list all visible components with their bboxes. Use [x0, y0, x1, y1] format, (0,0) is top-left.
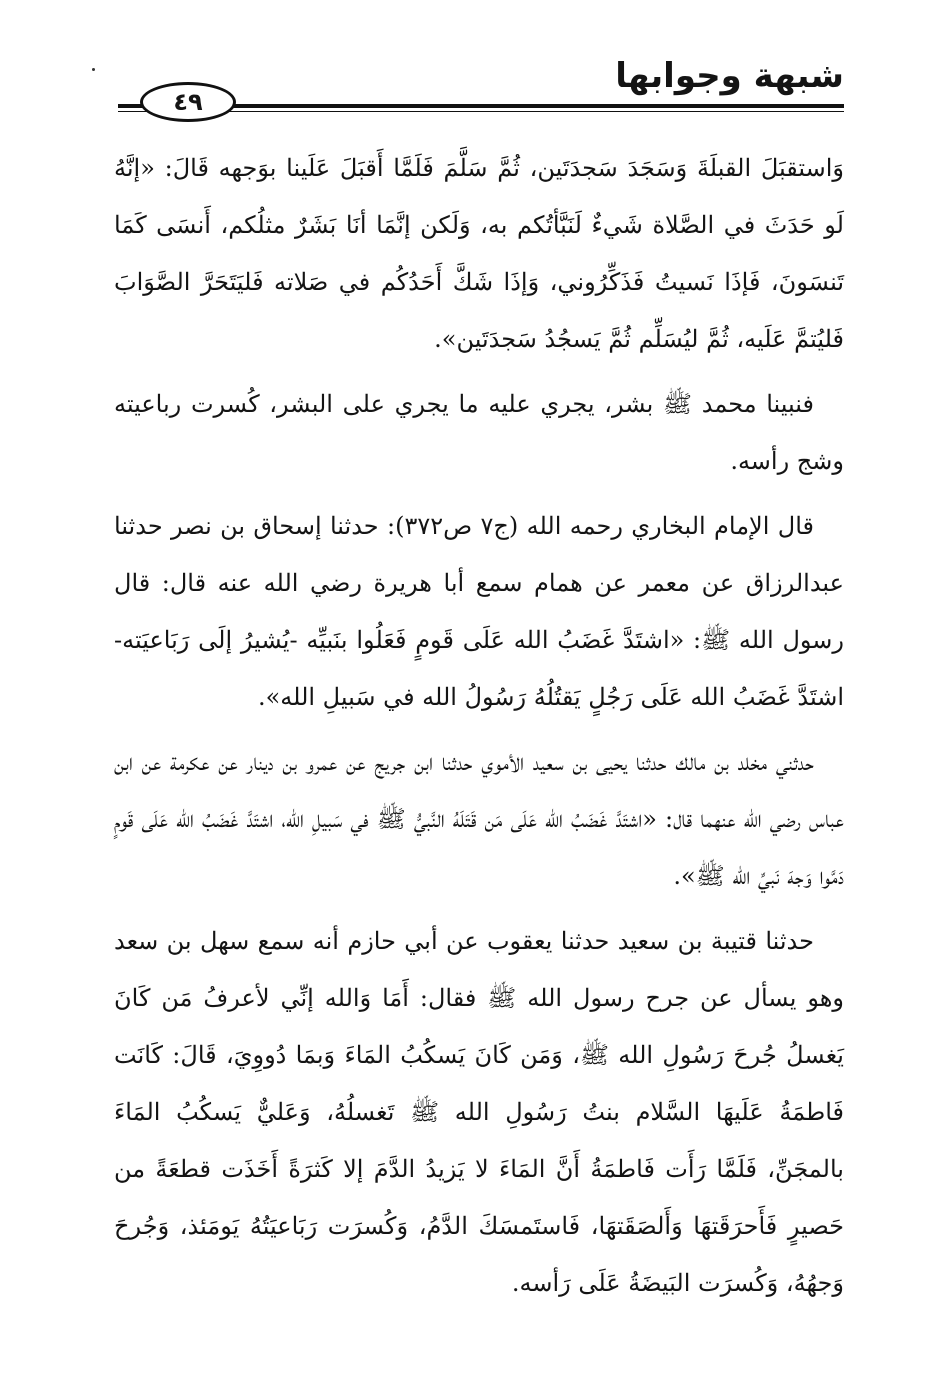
- paragraph-3: قال الإمام البخاري رحمه الله (ج٧ ص٣٧٢): حدثنا إسحاق بن نصر حدثنا عبدالرزاق عن معمر عن همام سمع أبا هريرة رضي الله عنه قال: قال رسول الله ﷺ: «اشتَدَّ غَضَبُ الله عَلَى قَومٍ فَعَلُوا بنَبيِّه -يُشيرُ إلَى رَبَاعيَته- اشتَدَّ غَضَبُ الله عَلَى رَجُلٍ يَقتُلُهُ رَسُولُ الله في سَبيلِ الله».: [114, 512, 844, 711]
- running-title: شبهة وجوابها: [615, 56, 844, 96]
- ink-speck: [92, 68, 95, 71]
- paragraph-2: فنبينا محمد ﷺ بشر، يجري عليه ما يجري على البشر، كُسرت رباعيته وشج رأسه.: [114, 390, 844, 475]
- page-number-frame: [140, 82, 236, 122]
- body-text: [114, 140, 844, 1312]
- paragraph-4: حدثني مخلد بن مالك حدثنا يحيى بن سعيد الأموي حدثنا ابن جريج عن عمرو بن دينار عن عكرمة عن ابن عباس رضي الله عنهما قال: «اشتَدَّ غَضَبُ الله عَلَى مَن قَتَلَهُ النَّبيُّ ﷺ في سَبيلِ الله، اشتَدَّ غَضَبُ الله عَلَى قَومٍ دَمَّوا وَجهَ نَبيِّ الله ﷺ».: [114, 748, 844, 890]
- paragraph-1: وَاستقبَلَ القبلَةَ وَسَجَدَ سَجدَتَين، ثُمَّ سَلَّمَ فَلَمَّا أَقبَلَ عَلَينا بوَجهه قَالَ: «إنَّهُ لَو حَدَثَ في الصَّلاة شَيءٌ لَنَبَّأتُكم به، وَلَكن إنَّمَا أنَا بَشَرٌ مثلُكم، أَنسَى كَمَا تَنسَونَ، فَإذَا نَسيتُ فَذَكِّرُوني، وَإذَا شَكَّ أَحَدُكُم في صَلاته فَليَتَحَرَّ الصَّوَابَ فَليُتمَّ عَلَيه، ثُمَّ ليُسَلِّم ثُمَّ يَسجُدُ سَجدَتَين».: [114, 154, 844, 353]
- page-number: ٤٩: [173, 88, 203, 116]
- paragraph-5: حدثنا قتيبة بن سعيد حدثنا يعقوب عن أبي حازم أنه سمع سهل بن سعد وهو يسأل عن جرح رسول الله ﷺ فقال: أَمَا وَالله إنِّي لأعرفُ مَن كَانَ يَغسلُ جُرحَ رَسُولِ الله ﷺ، وَمَن كَانَ يَسكُبُ المَاءَ وَبمَا دُووِيَ، قَالَ: كَانَت فَاطمَةُ عَلَيهَا السَّلام بنتُ رَسُولِ الله ﷺ تَغسلُهُ، وَعَليٌّ يَسكُبُ المَاءَ بالمجَنِّ، فَلَمَّا رَأَت فَاطمَةُ أَنَّ المَاءَ لا يَزيدُ الدَّمَ إلا كَثرَةً أَخَذَت قطعَةً من حَصيرٍ فَأَحرَقَتهَا وَأَلصَقَتهَا، فَاستَمسَكَ الدَّمُ، وَكُسرَت رَبَاعيَتُهُ يَومَئذ، وَجُرحَ وَجهُهُ، وَكُسرَت البَيضَةُ عَلَى رَأسه.: [114, 927, 844, 1297]
